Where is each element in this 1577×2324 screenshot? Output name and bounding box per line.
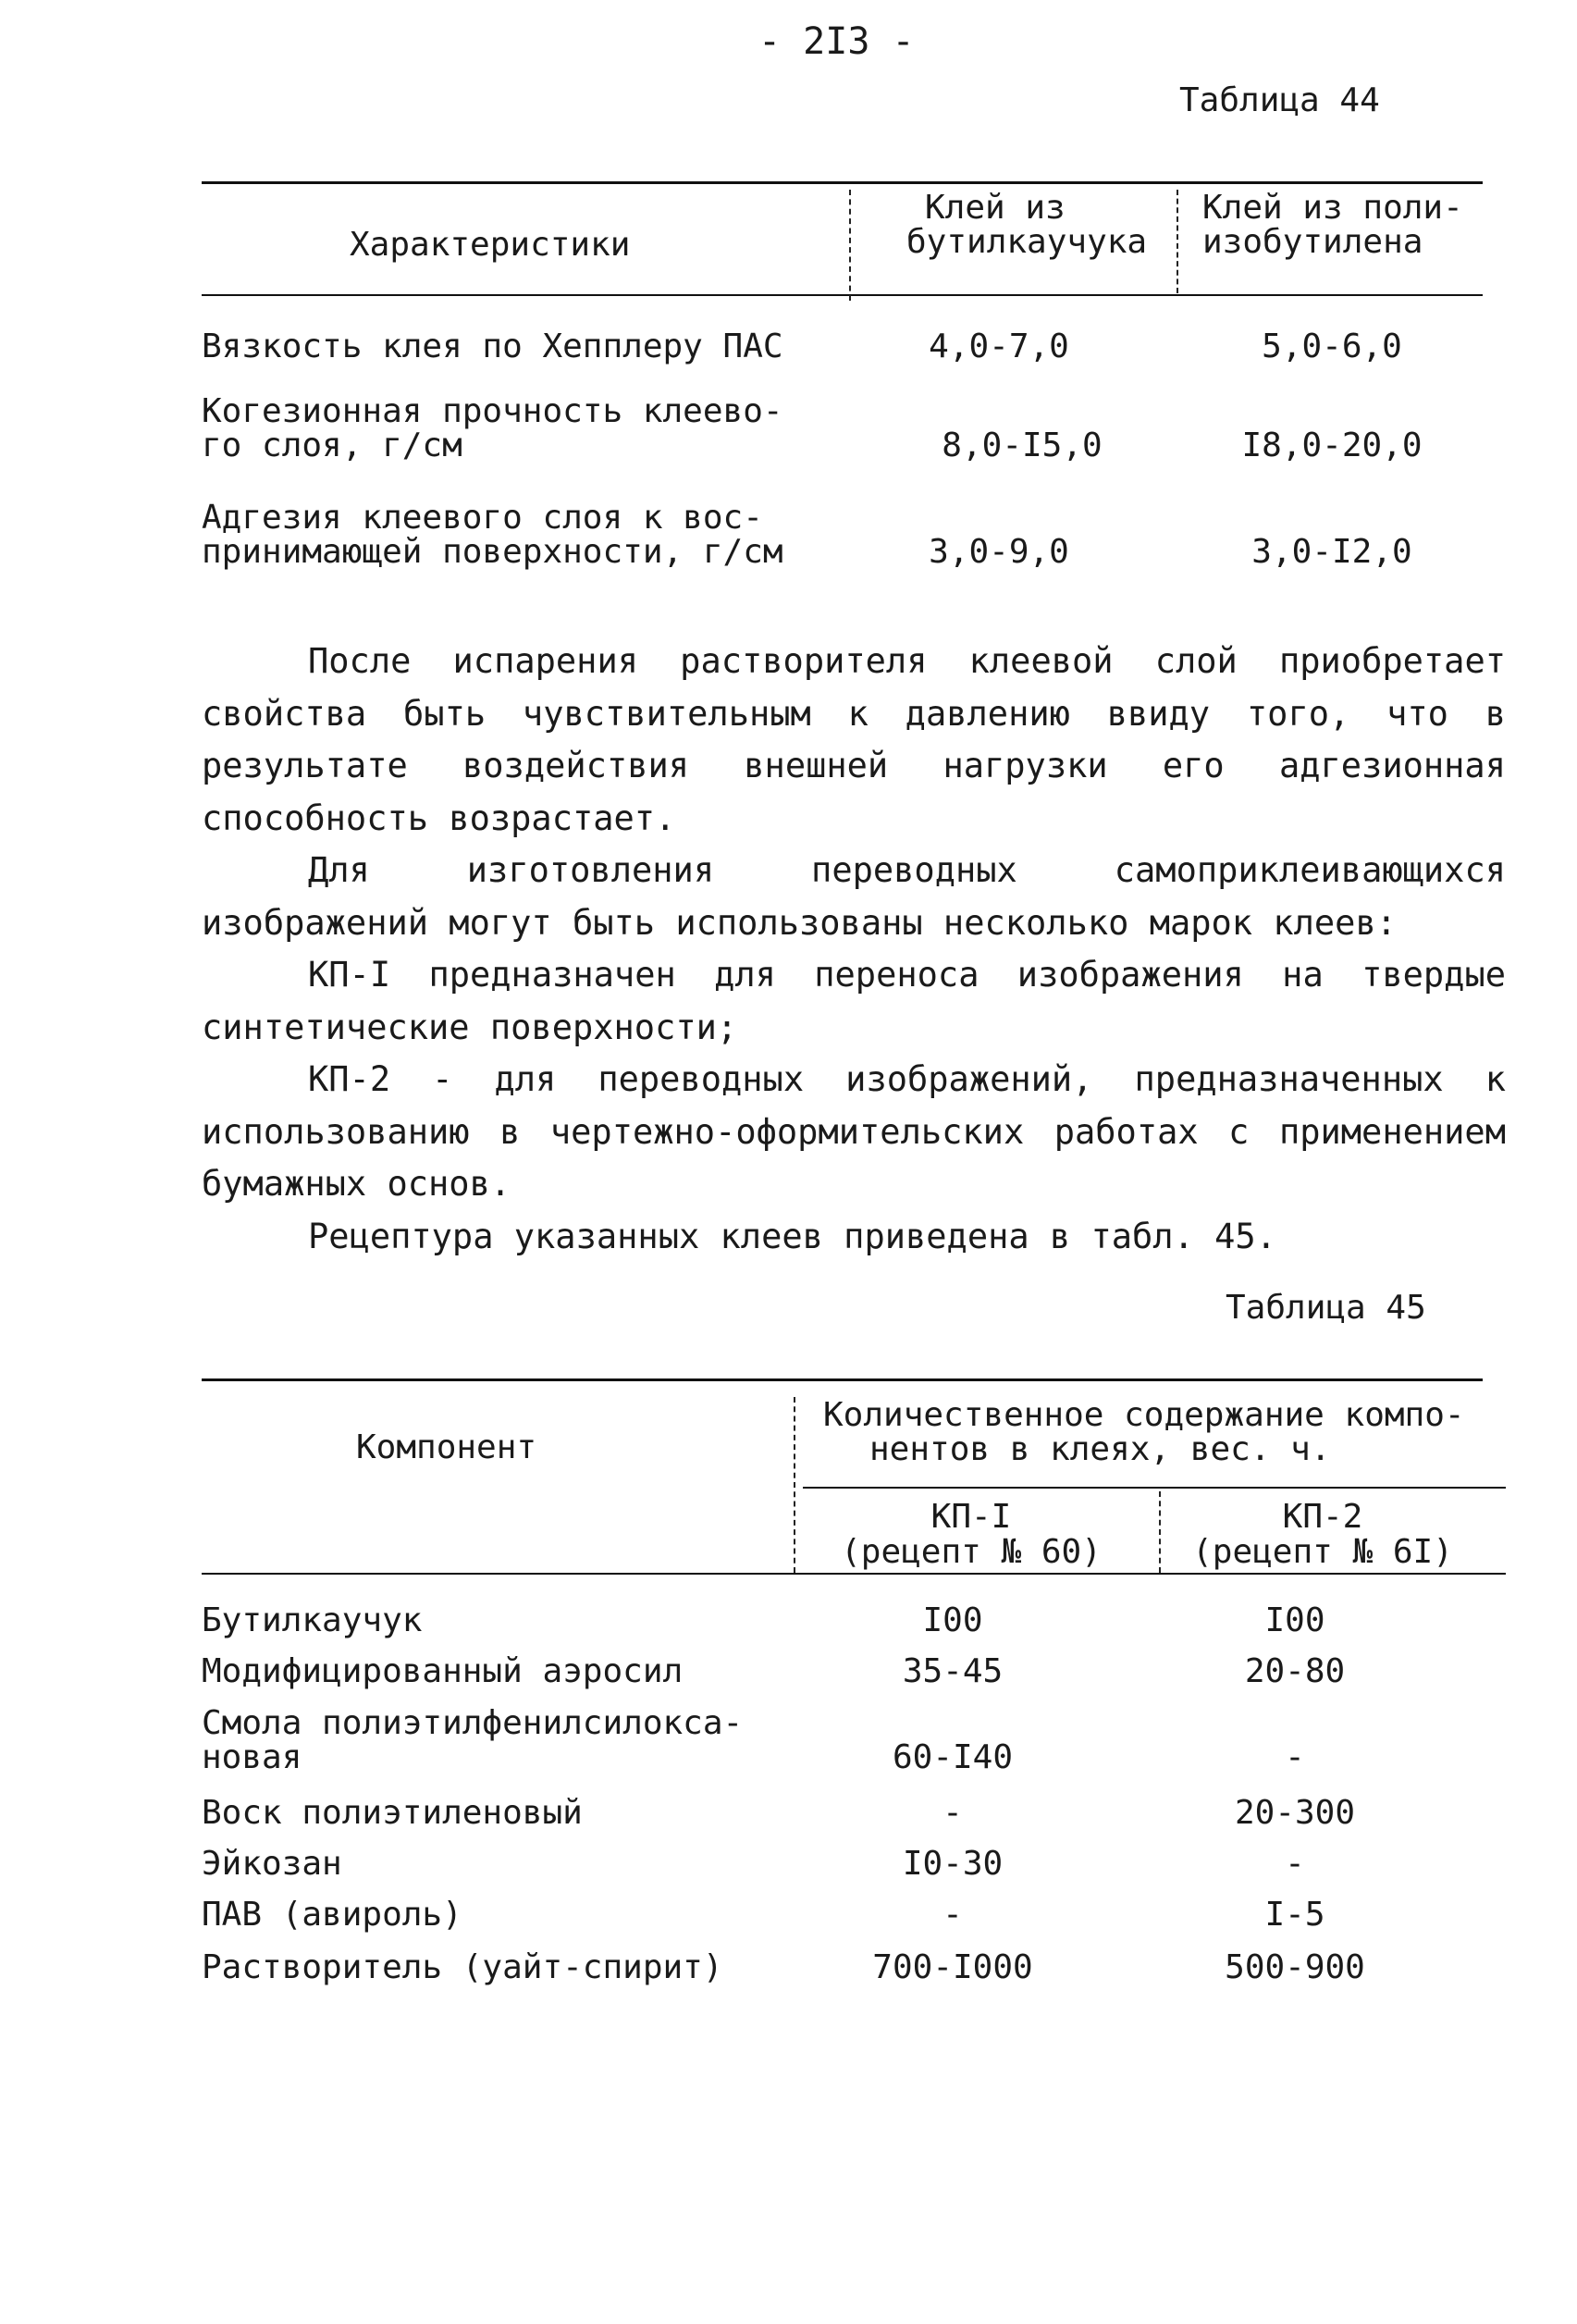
table-45-row-col2: 500-900 [1225, 1948, 1365, 1986]
table-45-header-rule [202, 1573, 1506, 1575]
table-45-header-col1-line1: КП-I [930, 1498, 1012, 1536]
paragraph: Для изготовления переводных самоприклеивающихся изображений могут быть использованы несколько марок клеев: [202, 850, 1506, 943]
table-45-header-component: Компонент [356, 1428, 537, 1466]
table-45-row-col1: 60-I40 [892, 1738, 1014, 1776]
table-44-row-label: Когезионная прочность клеево- [202, 392, 783, 430]
table-45-row-label: Бутилкаучук [202, 1601, 423, 1639]
table-45-row-col2: 20-300 [1234, 1794, 1356, 1832]
table-45-header-group-line1: Количественное содержание компо- [823, 1396, 1465, 1434]
table-44-divider-2 [1177, 190, 1178, 293]
table-45-row-col2: 20-80 [1244, 1652, 1346, 1690]
table-45-caption: Таблица 45 [1226, 1289, 1426, 1327]
table-44-header-characteristic: Характеристики [350, 226, 631, 264]
paragraph: Рецептура указанных клеев приведена в табл. 45. [308, 1216, 1276, 1256]
table-44-row-col2: I8,0-20,0 [1241, 426, 1423, 464]
table-45-row-col1: - [943, 1794, 963, 1832]
table-45-row-col1: I0-30 [902, 1845, 1004, 1883]
table-45-header-group-line2: нентов в клеях, вес. ч. [869, 1430, 1331, 1468]
table-45-row-label: Эйкозан [202, 1845, 342, 1883]
table-45-row-label: Растворитель (уайт-спирит) [202, 1948, 723, 1986]
table-44-caption: Таблица 44 [1179, 81, 1380, 119]
table-45-row-col2: - [1285, 1738, 1305, 1776]
table-44-row-label: го слоя, г/см [202, 426, 462, 464]
table-44-row-col1: 3,0-9,0 [929, 533, 1069, 571]
table-44-row-col1: 4,0-7,0 [929, 328, 1069, 365]
table-44-row-col2: 5,0-6,0 [1262, 328, 1402, 365]
body-text [202, 636, 1506, 1263]
table-45-divider-2 [1159, 1491, 1161, 1573]
table-45-row-col1: I00 [922, 1601, 983, 1639]
table-44-row-label: Адгезия клеевого слоя к вос- [202, 499, 763, 537]
table-44-row-label: Вязкость клея по Хепплеру ПАС [202, 328, 783, 365]
table-44-header-col1-line1: Клей из [925, 189, 1066, 227]
table-44-row-col1: 8,0-I5,0 [942, 426, 1103, 464]
table-45-row-label: Смола полиэтилфенилсилокса- [202, 1704, 744, 1742]
table-45-group-rule [803, 1487, 1506, 1489]
paragraph: После испарения растворителя клеевой слой приобретает свойства быть чувствительным к давлению ввиду того, что в результате воздействия внешней нагрузки его адгезионная способность возрастает. [202, 641, 1506, 838]
table-44-divider-1 [849, 190, 851, 301]
table-45-top-rule [202, 1378, 1483, 1381]
table-45-header-col2-line1: КП-2 [1282, 1498, 1363, 1536]
table-44-header-rule [202, 294, 1483, 296]
table-44-header-col2-line1: Клей из поли- [1202, 189, 1463, 227]
table-45-row-col2: I-5 [1264, 1896, 1325, 1934]
paragraph: КП-I предназначен для переноса изображения на твердые синтетические поверхности; [202, 955, 1506, 1047]
table-44-header-col1-line2: бутилкаучука [906, 223, 1148, 261]
table-44-row-col2: 3,0-I2,0 [1251, 533, 1412, 571]
paragraph: КП-2 - для переводных изображений, предназначенных к использованию в чертежно-оформительских работах с применением бумажных основ. [202, 1059, 1506, 1204]
table-45-row-col1: 700-I000 [872, 1948, 1033, 1986]
table-45-header-col1-line2: (рецепт № 60) [841, 1533, 1102, 1571]
table-44-header-col2-line2: изобутилена [1202, 223, 1423, 261]
table-45-row-label: Воск полиэтиленовый [202, 1794, 583, 1832]
table-45-header-col2-line2: (рецепт № 6I) [1192, 1533, 1453, 1571]
table-44-top-rule [202, 181, 1483, 184]
table-45-row-col1: 35-45 [902, 1652, 1004, 1690]
table-45-row-label: новая [202, 1738, 302, 1776]
table-44-row-label: принимающей поверхности, г/см [202, 533, 783, 571]
page-number: - 2I3 - [758, 20, 915, 63]
table-45-row-col2: - [1285, 1845, 1305, 1883]
table-45-row-col2: I00 [1264, 1601, 1325, 1639]
table-45-row-label: Модифицированный аэросил [202, 1652, 684, 1690]
table-45-row-col1: - [943, 1896, 963, 1934]
table-45-row-label: ПАВ (авироль) [202, 1896, 462, 1934]
table-45-divider-1 [794, 1397, 795, 1573]
